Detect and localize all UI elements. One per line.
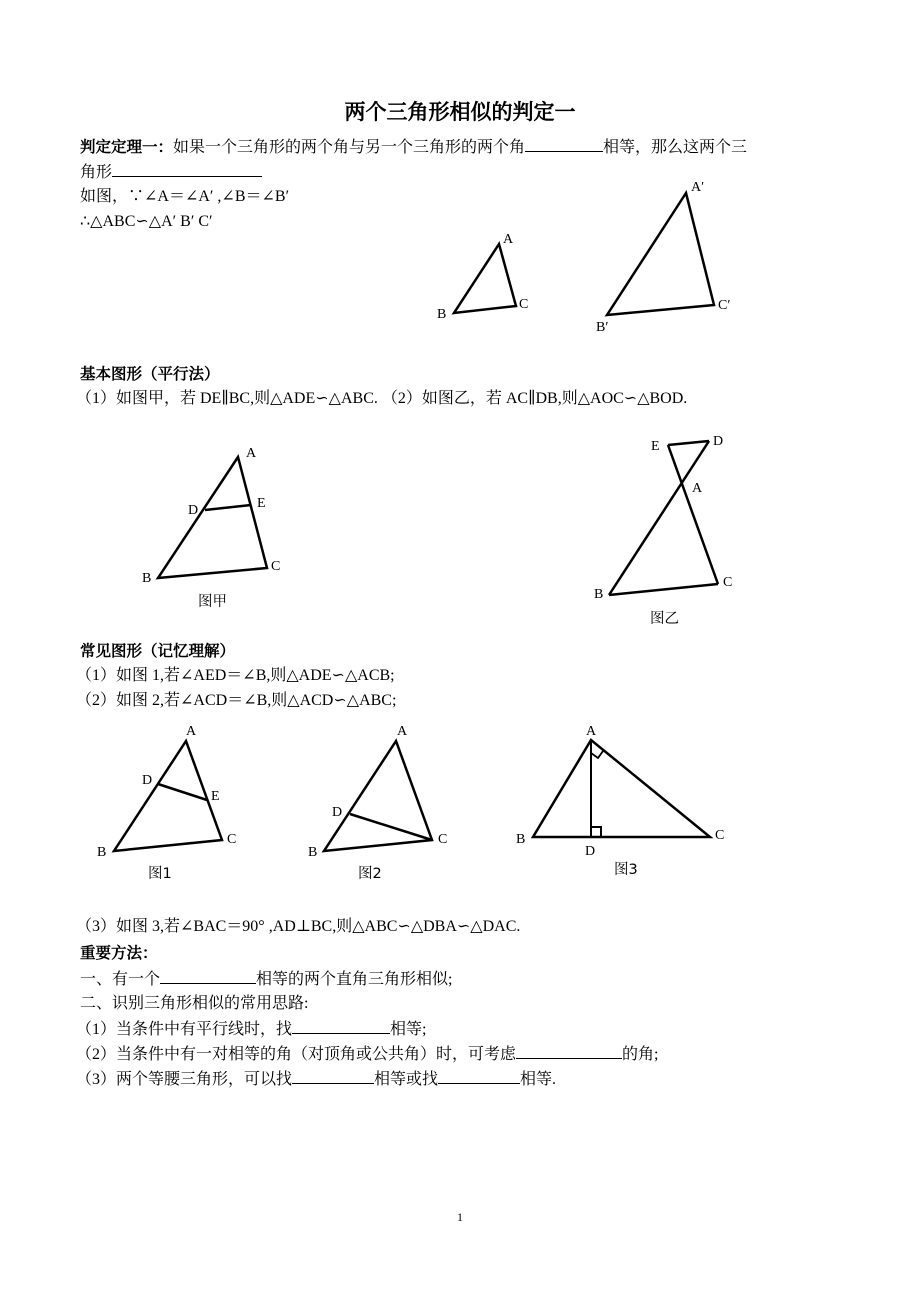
figure-yi: [609, 441, 718, 595]
label-c-prime: C′: [718, 298, 731, 313]
label-b: B: [97, 845, 107, 860]
label-c: C: [271, 559, 281, 574]
label-a: A: [246, 446, 257, 461]
page-title: 两个三角形相似的判定一: [344, 100, 576, 124]
example-line-2: ∴△ABC∽△A′ B′ C′: [80, 213, 213, 230]
page-number: 1: [457, 1210, 463, 1224]
strategy-3-text-c: 相等.: [520, 1071, 557, 1088]
label-c: C: [519, 297, 529, 312]
label-c: C: [723, 575, 733, 590]
strategy-1-text-a: （1）当条件中有平行线时，找: [76, 1021, 293, 1038]
caption-fig-jia: 图甲: [198, 594, 227, 610]
caption-fig-1: 图1: [148, 866, 172, 882]
label-b: B: [437, 307, 447, 322]
methods-heading: 重要方法：: [80, 944, 158, 962]
strategy-3-text-a: （3）两个等腰三角形，可以找: [76, 1071, 293, 1088]
label-b: B: [308, 845, 318, 860]
figure-jia: [158, 457, 267, 578]
label-e: E: [651, 439, 660, 454]
label-b: B: [142, 571, 152, 586]
label-c: C: [715, 828, 725, 843]
strategy-1-text-b: 相等;: [390, 1021, 427, 1038]
label-a: A: [503, 232, 514, 247]
figure-3: [533, 740, 710, 837]
caption-fig-2: 图2: [358, 866, 382, 882]
triangle-abc-large: [607, 193, 714, 315]
basic-line: （1）如图甲，若 DE∥BC,则△ADE∽△ABC. （2）如图乙，若 AC∥DB,则△AOC∽△BOD.: [76, 390, 688, 407]
theorem-text-2: 相等，那么这两个三: [603, 139, 748, 156]
theorem-text-3: 角形: [80, 164, 113, 181]
label-b: B: [516, 832, 526, 847]
common-item-2: （2）如图 2,若∠ACD＝∠B,则△ACD∽△ABC;: [76, 692, 397, 709]
label-e: E: [257, 496, 266, 511]
common-item-3: （3）如图 3,若∠BAC＝90° ,AD⊥BC,则△ABC∽△DBA∽△DAC.: [76, 918, 521, 935]
strategy-2-text-a: （2）当条件中有一对相等的角（对顶角或公共角）时，可考虑: [76, 1046, 517, 1063]
method-1-text-b: 相等的两个直角三角形相似;: [256, 971, 453, 988]
label-a-prime: A′: [691, 180, 705, 195]
strategy-3-text-b: 相等或找: [374, 1071, 439, 1088]
label-d: D: [332, 805, 343, 820]
label-d: D: [188, 503, 199, 518]
figure-1: [114, 741, 222, 851]
common-heading: 常见图形（记忆理解）: [80, 642, 236, 660]
common-item-1: （1）如图 1,若∠AED＝∠B,则△ADE∽△ACB;: [76, 667, 395, 684]
figure-2: [324, 741, 432, 851]
label-b: B: [594, 587, 604, 602]
label-c: C: [438, 832, 448, 847]
label-d: D: [585, 844, 596, 859]
basic-heading: 基本图形（平行法）: [80, 365, 220, 383]
theorem-text-1: 如果一个三角形的两个角与另一个三角形的两个角: [173, 139, 526, 156]
label-a: A: [397, 724, 408, 739]
caption-fig-yi: 图乙: [650, 611, 679, 627]
triangle-abc-small: [454, 244, 516, 313]
example-line-1: 如图，∵∠A＝∠A′ ,∠B＝∠B′: [80, 188, 290, 205]
label-a: A: [186, 724, 197, 739]
label-d: D: [142, 773, 153, 788]
caption-fig-3: 图3: [614, 862, 638, 878]
label-b-prime: B′: [596, 320, 609, 335]
theorem-heading: 判定定理一：: [80, 138, 174, 156]
method-1-text-a: 一、有一个: [80, 971, 161, 988]
label-d: D: [713, 434, 724, 449]
strategy-2-text-b: 的角;: [622, 1046, 659, 1063]
label-e: E: [211, 789, 220, 804]
label-a: A: [586, 724, 597, 739]
label-a: A: [692, 481, 703, 496]
label-c: C: [227, 832, 237, 847]
method-2: 二、识别三角形相似的常用思路:: [80, 995, 309, 1012]
